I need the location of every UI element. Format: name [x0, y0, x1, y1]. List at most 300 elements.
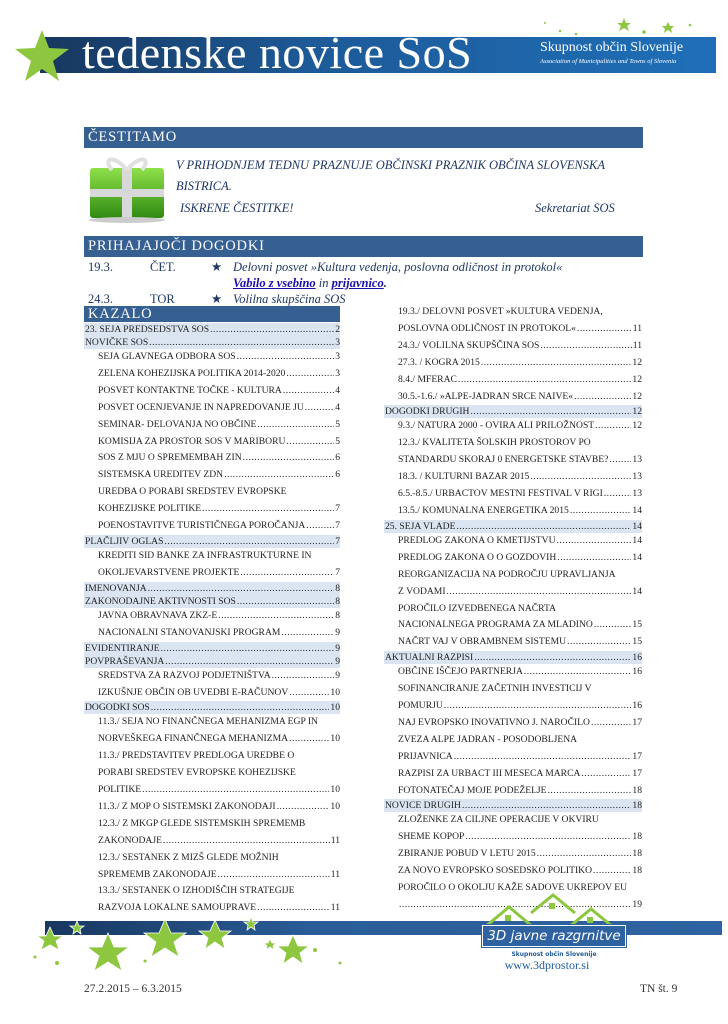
- toc-entry-text: SREDSTVA ZA RAZVOJ PODJETNIŠTVA: [98, 669, 271, 681]
- toc-entry-line: [384, 799, 642, 812]
- toc-page-number: 12: [632, 390, 642, 402]
- dot-leader: [594, 617, 632, 634]
- toc-page-number: 13: [632, 488, 642, 500]
- toc-page-number: 18: [632, 831, 642, 843]
- dot-leader: [305, 400, 334, 417]
- toc-entry-text: POVPRAŠEVANJA: [85, 655, 165, 667]
- toc-entry-line: [84, 501, 340, 518]
- toc-entry-line: [384, 520, 642, 533]
- toc-page-number: 11: [330, 868, 340, 880]
- toc-page-number: 9: [335, 626, 340, 638]
- toc-entry[interactable]: [84, 548, 340, 582]
- toc-entry-line: [84, 535, 340, 548]
- toc-entry[interactable]: [84, 417, 340, 434]
- dot-leader: [524, 664, 632, 681]
- dot-leader: [567, 634, 631, 651]
- dot-leader: [289, 731, 329, 748]
- toc-page-number: 5: [335, 418, 340, 430]
- toc-entry-line: [84, 450, 340, 467]
- toc-page-number: 14: [632, 504, 642, 516]
- toc-page-number: 18: [632, 784, 642, 796]
- toc-entry-line: [84, 782, 340, 799]
- event-day: TOR: [150, 292, 175, 306]
- toc-entry-line: [84, 417, 340, 434]
- dot-leader: [243, 450, 335, 467]
- toc-entry-line: [84, 799, 340, 816]
- toc-entry-text: IMENOVANJA: [85, 582, 147, 594]
- toc-entry-text: NAČRT VAJ V OBRAMBNEM SISTEMU: [398, 636, 567, 648]
- toc-entry[interactable]: [384, 664, 642, 681]
- toc-page-number: 18: [632, 848, 642, 860]
- org-name: Skupnost občin Slovenije: [540, 40, 684, 55]
- toc-page-number: 12: [632, 373, 642, 385]
- dot-leader: [257, 417, 334, 434]
- toc-entry-line: [384, 389, 642, 406]
- toc-entry-line: [84, 582, 340, 595]
- toc-entry-text: REORGANIZACIJA NA PODROČJU UPRAVLJANJA: [398, 568, 616, 580]
- toc-entry-text: NACIONALNI STANOVANJSKI PROGRAM: [98, 626, 281, 638]
- toc-entry-text: 12.3./ SESTANEK Z MIZŠ GLEDE MOŽNIH: [98, 851, 279, 863]
- toc-entry-line: [84, 833, 340, 850]
- dot-leader: [557, 550, 631, 567]
- toc-entry-text: DOGODKI DRUGIH: [385, 406, 470, 418]
- dot-leader: [163, 833, 330, 850]
- toc-entry[interactable]: [84, 668, 340, 685]
- dot-leader: [151, 701, 330, 714]
- toc-entry-text: POSVET OCENJEVANJE IN NAPREDOVANJE JU: [98, 401, 304, 413]
- toc-page-number: 16: [632, 700, 642, 712]
- houses-icon: [483, 893, 625, 929]
- toc-page-number: 11: [632, 322, 642, 334]
- toc-entry-line: [84, 655, 340, 668]
- toc-entry-line: [384, 783, 642, 800]
- dot-leader: [210, 323, 334, 336]
- toc-entry-text: POSLOVNA ODLIČNOST IN PROTOKOL«: [398, 322, 576, 334]
- toc-entry-text: KOHEZIJSKE POLITIKE: [98, 503, 202, 515]
- toc-entry-text: 9.3./ NATURA 2000 - OVIRA ALI PRILOŽNOST: [398, 420, 595, 432]
- toc-entry[interactable]: [384, 486, 642, 503]
- stars-decoration-icon: [540, 14, 720, 38]
- toc-entry-text: 8.4./ MFERAC: [398, 373, 457, 385]
- dot-leader: [591, 715, 631, 732]
- dot-leader: [609, 452, 631, 469]
- dot-leader: [465, 829, 631, 846]
- toc-entry-line: [84, 668, 340, 685]
- congrats-message: V PRIHODNJEM TEDNU PRAZNUJE OBČINSKI PRAZNIK OBČINA SLOVENSKA BISTRICA.: [176, 158, 605, 193]
- toc-entry-line: [84, 518, 340, 535]
- toc-entry-line: [384, 405, 642, 418]
- toc-page-number: 11: [330, 902, 340, 914]
- toc-page-number: 12: [632, 420, 642, 432]
- toc-entry-line: [84, 383, 340, 400]
- toc-entry[interactable]: [84, 655, 340, 668]
- toc-entry-text: Z VODAMI: [398, 585, 446, 597]
- toc-entry[interactable]: [84, 595, 340, 608]
- toc-entry[interactable]: [384, 567, 642, 601]
- toc-entry-text: 12.3./ KVALITETA ŠOLSKIH PROSTOROV PO: [398, 437, 591, 449]
- toc-entry[interactable]: [384, 405, 642, 418]
- toc-entry-line: [384, 486, 642, 503]
- toc-entry[interactable]: [384, 846, 642, 863]
- toc-entry-line: [84, 336, 340, 349]
- event-link-end: .: [383, 276, 387, 290]
- footer-issue: TN št. 9: [640, 983, 678, 995]
- toc-entry-text: PLAČLJIV OGLAS: [85, 535, 164, 547]
- toc-entry-line: [384, 749, 642, 766]
- toc-entry[interactable]: [84, 816, 340, 850]
- toc-entry[interactable]: [384, 418, 642, 435]
- toc-entry-line: [84, 625, 340, 642]
- dot-leader: [202, 501, 334, 518]
- toc-entry[interactable]: [84, 625, 340, 642]
- toc-entry-text: EVIDENTIRANJE: [85, 642, 160, 654]
- toc-page-number: 3: [335, 351, 340, 362]
- toc-right-column: [384, 304, 642, 914]
- event-date: 19.3.: [88, 260, 113, 274]
- toc-entry-text: ZAKONODAJNE AKTIVNOSTI SOS: [85, 595, 236, 607]
- toc-entry-line: [384, 829, 642, 846]
- footer-dates: 27.2.2015 – 6.3.2015: [84, 983, 182, 995]
- toc-entry[interactable]: [384, 766, 642, 783]
- toc-entry[interactable]: [384, 812, 642, 846]
- toc-entry[interactable]: [84, 349, 340, 366]
- toc-entry-line: [384, 452, 642, 469]
- toc-entry[interactable]: [84, 366, 340, 383]
- toc-page-number: 11: [330, 834, 340, 846]
- dot-leader: [458, 372, 631, 389]
- dot-leader: [604, 486, 632, 503]
- toc-page-number: 14: [632, 534, 642, 546]
- toc-entry-text: NORVEŠKEGA FINANČNEGA MEHANIZMA: [98, 733, 289, 745]
- toc-page-number: 16: [632, 666, 642, 678]
- dot-leader: [281, 625, 334, 642]
- toc-entry[interactable]: [384, 783, 642, 800]
- toc-entry[interactable]: [384, 863, 642, 880]
- toc-entry[interactable]: [84, 434, 340, 451]
- toc-entry-line: [84, 642, 340, 655]
- star-bullet-icon: ★: [211, 292, 223, 306]
- dot-leader: [537, 846, 632, 863]
- dot-leader: [595, 418, 631, 435]
- toc-entry-text: SEMINAR- DELOVANJA NO OBČINE: [98, 418, 257, 430]
- toc-entry-line: [84, 323, 340, 336]
- toc-page-number: 14: [632, 520, 642, 532]
- toc-page-number: 6: [335, 469, 340, 481]
- toc-entry-text: SOFINANCIRANJE ZAČETNIH INVESTICIJ V: [398, 683, 592, 695]
- dot-leader: [474, 651, 631, 664]
- toc-entry-line: [84, 608, 340, 625]
- toc-entry-text: POROČILO O OKOLJU KAŽE SADOVE UKREPOV EU: [398, 882, 628, 894]
- toc-entry[interactable]: [84, 748, 340, 799]
- toc-entry-line: [84, 685, 340, 702]
- toc-entry-text: POMURJU: [398, 700, 443, 712]
- toc-entry-text: ZA NOVO EVROPSKO SOSEDSKO POLITIKO: [398, 865, 593, 877]
- toc-entry[interactable]: [384, 503, 642, 520]
- dot-leader: [444, 698, 632, 715]
- dot-leader: [447, 584, 632, 601]
- toc-entry-text: POSVET KONTAKTNE TOČKE - KULTURA: [98, 384, 282, 396]
- toc-page-number: 6: [335, 452, 340, 464]
- toc-entry-text: 25. SEJA VLADE: [385, 520, 456, 532]
- dot-leader: [165, 655, 334, 668]
- toc-page-number: 17: [632, 716, 642, 728]
- toc-entry-line: [84, 867, 340, 884]
- toc-entry-text: FOTONATEČAJ MOJE PODEŽELJE: [398, 784, 547, 796]
- toc-entry[interactable]: [84, 642, 340, 655]
- toc-page-number: 10: [330, 702, 340, 714]
- toc-entry-line: [84, 434, 340, 451]
- dot-leader: [481, 355, 632, 372]
- event-link-separator: in: [315, 276, 332, 290]
- toc-entry-text: POLITIKE: [98, 784, 142, 796]
- toc-entry[interactable]: [384, 435, 642, 469]
- toc-entry-text: 6.5.-8.5./ URBACTOV MESTNI FESTIVAL V RIGI: [398, 488, 603, 500]
- toc-entry[interactable]: [384, 520, 642, 533]
- toc-entry-text: ZLOŽENKE ZA CILJNE OPERACIJE V OKVIRU: [398, 814, 599, 826]
- toc-entry-text: KREDITI SID BANKE ZA INFRASTRUKTURNE IN: [98, 549, 312, 561]
- toc-entry[interactable]: [84, 467, 340, 484]
- toc-entry-text: PREDLOG ZAKONA O O GOZDOVIH: [398, 551, 557, 563]
- toc-entry[interactable]: [384, 550, 642, 567]
- dot-leader: [577, 321, 632, 338]
- toc-entry-text: NOVICE DRUGIH: [385, 800, 461, 812]
- toc-entry[interactable]: [384, 681, 642, 715]
- toc-page-number: 7: [335, 535, 340, 547]
- toc-page-number: 18: [632, 865, 642, 877]
- toc-entry[interactable]: [384, 469, 642, 486]
- toc-entry-line: [384, 766, 642, 783]
- toc-entry-text: POENOSTAVITVE TURISTIČNEGA POROČANJA: [98, 520, 306, 532]
- ad-url[interactable]: www.3dprostor.si: [504, 958, 590, 972]
- dot-leader: [272, 668, 335, 685]
- gift-icon: [86, 154, 170, 224]
- toc-entry[interactable]: [384, 715, 642, 732]
- toc-entry-text: 11.3./ SEJA NO FINANČNEGA MEHANIZMA EGP IN: [98, 716, 318, 728]
- toc-entry-text: PRIJAVNICA: [398, 750, 453, 762]
- toc-entry-text: OKOLJEVARSTVENE PROJEKTE: [98, 566, 240, 578]
- toc-entry[interactable]: [84, 608, 340, 625]
- star-bullet-icon: ★: [211, 260, 223, 274]
- dot-leader: [570, 503, 632, 520]
- toc-entry-line: [84, 349, 340, 366]
- toc-entry-text: JAVNA OBRAVNAVA ZKZ-E: [98, 609, 218, 621]
- toc-entry-text: RAZPISI ZA URBACT III MESECA MARCA: [398, 767, 581, 779]
- event-date: 24.3.: [88, 292, 113, 306]
- toc-entry-text: 11.3./ Z MOP O SISTEMSKI ZAKONODAJI: [98, 800, 276, 812]
- toc-entry[interactable]: [84, 484, 340, 518]
- toc-entry[interactable]: [84, 323, 340, 336]
- toc-page-number: 8: [335, 582, 340, 594]
- toc-entry-text: 19.3./ DELOVNI POSVET »KULTURA VEDENJA,: [398, 306, 603, 317]
- toc-entry-text: SEJA GLAVNEGA ODBORA SOS: [98, 351, 236, 362]
- toc-entry-text: SISTEMSKA UREDITEV ZDN: [98, 469, 224, 481]
- toc-entry-text: RAZVOJA LOKALNE SAMOUPRAVE: [98, 902, 257, 914]
- toc-page-number: 10: [330, 733, 340, 745]
- toc-entry-text: 23. SEJA PREDSEDSTVA SOS: [85, 324, 210, 335]
- toc-entry-text: 13.3./ SESTANEK O IZHODIŠČIH STRATEGIJE: [98, 885, 295, 897]
- toc-page-number: 5: [335, 435, 340, 447]
- toc-page-number: 15: [632, 619, 642, 631]
- toc-entry-text: SOS Z MJU O SPREMEMBAH ZIN: [98, 452, 242, 464]
- toc-entry-text: UREDBA O PORABI SREDSTEV EVROPSKE: [98, 486, 287, 498]
- toc-entry[interactable]: [384, 355, 642, 372]
- toc-page-number: 10: [330, 800, 340, 812]
- toc-entry[interactable]: [84, 714, 340, 748]
- toc-entry[interactable]: [84, 685, 340, 702]
- toc-page-number: 7: [335, 503, 340, 515]
- toc-entry-line: [84, 701, 340, 714]
- toc-page-number: 13: [632, 471, 642, 483]
- toc-entry[interactable]: [384, 634, 642, 651]
- events-heading: PRIHAJAJOČI DOGODKI: [84, 236, 643, 257]
- toc-entry-text: 30.5.-1.6./ »ALPE-JADRAN SRCE NAIVE«: [398, 390, 574, 402]
- toc-page-number: 12: [632, 406, 642, 418]
- dot-leader: [283, 383, 334, 400]
- toc-entry[interactable]: [384, 799, 642, 812]
- dot-leader: [462, 799, 631, 812]
- registration-link[interactable]: prijavnico: [331, 276, 384, 290]
- toc-page-number: 17: [632, 767, 642, 779]
- dot-leader: [574, 389, 631, 406]
- dot-leader: [581, 766, 631, 783]
- toc-entry-text: PORABI SREDSTEV EVROPSKE KOHEZIJSKE: [98, 767, 296, 779]
- toc-entry[interactable]: [84, 336, 340, 349]
- toc-entry-text: STANDARDU SKORAJ 0 ENERGETSKE STAVBE?: [398, 454, 609, 466]
- toc-page-number: 4: [335, 384, 340, 396]
- toc-entry-text: NACIONALNEGA PROGRAMA ZA MLADINO: [398, 619, 593, 631]
- newsletter-title: tedenske novice SoS: [82, 27, 473, 78]
- toc-entry-text: SHEME KOPOP: [398, 831, 465, 843]
- toc-page-number: 8: [335, 595, 340, 607]
- toc-page-number: 10: [330, 784, 340, 796]
- toc-entry-text: ZELENA KOHEZIJSKA POLITIKA 2014-2020: [98, 367, 286, 379]
- toc-page-number: 9: [335, 655, 340, 667]
- dot-leader: [456, 520, 631, 533]
- event-day: ČET.: [150, 260, 176, 274]
- toc-page-number: 14: [632, 551, 642, 563]
- toc-entry-text: SPREMEMB ZAKONODAJE: [98, 868, 217, 880]
- ad-title: 3D javne razgrnitve: [482, 925, 626, 947]
- toc-entry[interactable]: [384, 601, 642, 635]
- toc-entry-line: [384, 715, 642, 732]
- toc-entry-line: [84, 400, 340, 417]
- toc-entry[interactable]: [384, 389, 642, 406]
- dot-leader: [240, 565, 334, 582]
- toc-entry[interactable]: [384, 338, 642, 355]
- toc-entry-text: OBČINE IŠČEJO PARTNERJA: [398, 666, 523, 678]
- toc-entry-line: [384, 321, 642, 338]
- dot-leader: [161, 642, 335, 655]
- toc-entry-line: [84, 467, 340, 484]
- toc-entry-line: [384, 863, 642, 880]
- toc-entry-text: 11.3./ PREDSTAVITEV PREDLOGA UREDBE O: [98, 750, 295, 762]
- toc-entry-text: KOMISIJA ZA PROSTOR SOS V MARIBORU: [98, 435, 286, 447]
- dot-leader: [286, 366, 334, 383]
- toc-page-number: 12: [632, 356, 642, 368]
- toc-page-number: 9: [335, 669, 340, 681]
- toc-entry-text: 13.5./ KOMUNALNA ENERGETIKA 2015: [398, 504, 569, 516]
- toc-entry-text: IZKUŠNJE OBČIN OB UVEDBI E-RAČUNOV: [98, 686, 289, 698]
- toc-page-number: 14: [632, 585, 642, 597]
- dot-leader: [237, 349, 335, 366]
- toc-entry[interactable]: [84, 383, 340, 400]
- toc-entry-line: [384, 533, 642, 550]
- toc-entry-text: ZVEZA ALPE JADRAN - POSODOBLJENA: [398, 733, 578, 745]
- toc-entry[interactable]: [84, 799, 340, 816]
- toc-entry-text: NOVIČKE SOS: [85, 337, 149, 348]
- toc-entry-line: [84, 731, 340, 748]
- dot-leader: [286, 434, 334, 451]
- dot-leader: [557, 533, 632, 550]
- toc-entry-text: DOGODKI SOS: [85, 702, 150, 714]
- toc-entry[interactable]: [84, 701, 340, 714]
- invitation-link[interactable]: Vabilo z vsebino: [233, 276, 316, 290]
- toc-entry[interactable]: [84, 582, 340, 595]
- toc-entry-line: [384, 372, 642, 389]
- toc-entry-line: [384, 664, 642, 681]
- dot-leader: [218, 867, 330, 884]
- dot-leader: [224, 467, 334, 484]
- toc-entry-line: [384, 634, 642, 651]
- toc-page-number: 7: [335, 566, 340, 578]
- dot-leader: [164, 535, 334, 548]
- toc-entry-text: PREDLOG ZAKONA O KMETIJSTVU: [398, 534, 556, 546]
- toc-entry[interactable]: [84, 535, 340, 548]
- toc-entry[interactable]: [384, 372, 642, 389]
- toc-page-number: 10: [330, 686, 340, 698]
- toc-entry-line: [384, 469, 642, 486]
- toc-entry-line: [384, 698, 642, 715]
- toc-entry[interactable]: [84, 518, 340, 535]
- dot-leader: [237, 595, 334, 608]
- toc-page-number: 19: [632, 899, 642, 910]
- toc-page-number: 17: [632, 750, 642, 762]
- toc-entry-text: ZAKONODAJE: [98, 834, 162, 846]
- toc-page-number: 8: [335, 609, 340, 621]
- toc-entry[interactable]: [84, 400, 340, 417]
- toc-entry-line: [384, 550, 642, 567]
- dot-leader: [148, 582, 335, 595]
- event-title: Volilna skupščina SOS: [233, 292, 346, 306]
- toc-entry[interactable]: [384, 732, 642, 766]
- footer-stars-icon: [15, 905, 365, 975]
- toc-entry[interactable]: [384, 533, 642, 550]
- toc-entry[interactable]: [84, 450, 340, 467]
- toc-entry[interactable]: [84, 850, 340, 884]
- toc-page-number: 13: [632, 454, 642, 466]
- star-icon: [12, 28, 72, 84]
- toc-entry[interactable]: [384, 651, 642, 664]
- toc-entry-line: [384, 418, 642, 435]
- dot-leader: [277, 799, 330, 816]
- toc-entry-text: 24.3./ VOLILNA SKUPŠČINA SOS: [398, 339, 540, 351]
- dot-leader: [149, 336, 334, 349]
- toc-entry[interactable]: [384, 304, 642, 338]
- toc-entry-line: [384, 617, 642, 634]
- dot-leader: [454, 749, 632, 766]
- congrats-heading: ČESTITAMO: [84, 127, 643, 148]
- toc-page-number: 16: [632, 652, 642, 664]
- toc-page-number: 9: [335, 642, 340, 654]
- dot-leader: [470, 405, 631, 418]
- dot-leader: [306, 518, 334, 535]
- org-name-en: Association of Municipalities and Towns of Slovenia: [540, 58, 677, 65]
- toc-entry-line: [384, 355, 642, 372]
- toc-page-number: 3: [335, 367, 340, 379]
- event-title: Delovni posvet »Kultura vedenja, poslovna odličnost in protokol«: [233, 260, 563, 274]
- toc-page-number: 11: [632, 339, 642, 351]
- dot-leader: [218, 608, 334, 625]
